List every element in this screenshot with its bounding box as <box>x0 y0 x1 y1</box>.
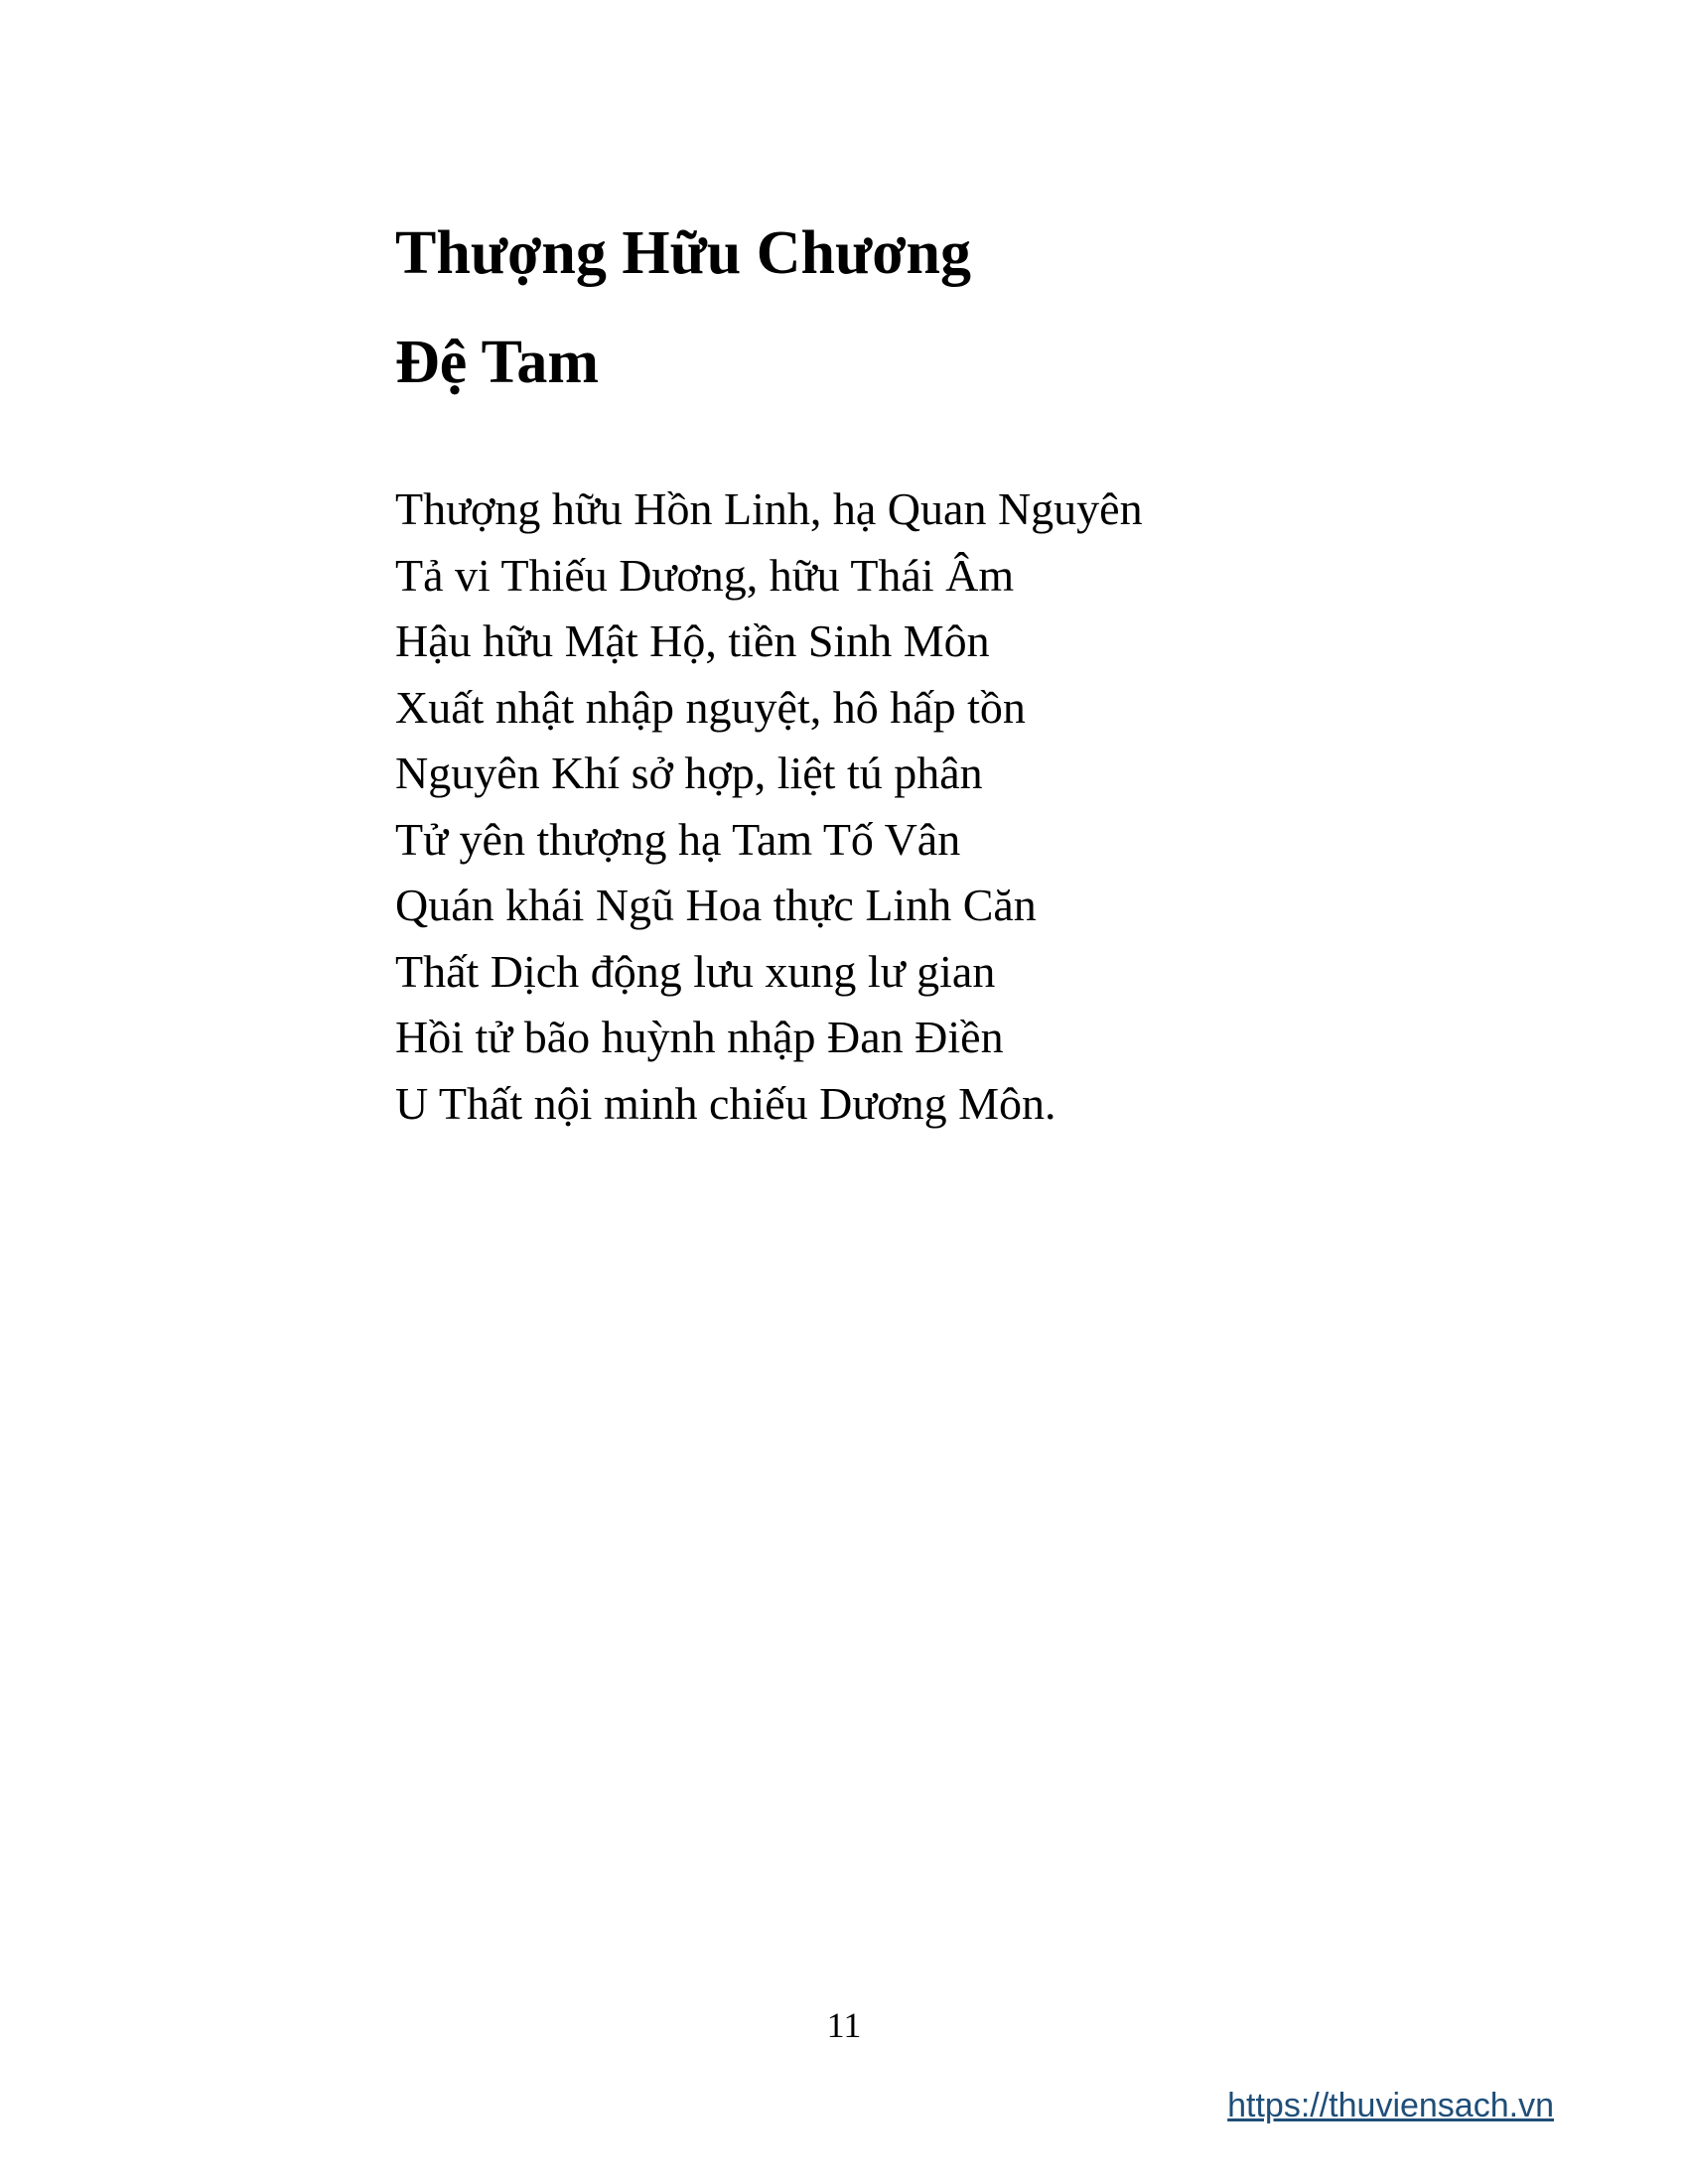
poem-line-6: Tử yên thượng hạ Tam Tố Vân <box>395 813 961 865</box>
page-number: 11 <box>826 2005 862 2045</box>
poem-line-3: Hậu hữu Mật Hộ, tiền Sinh Môn <box>395 615 990 666</box>
poem-line-9: Hồi tử bão huỳnh nhập Đan Điền <box>395 1012 1004 1062</box>
poem-line-4: Xuất nhật nhập nguyệt, hô hấp tồn <box>395 681 1026 733</box>
poem-body <box>395 477 1487 1137</box>
chapter-heading <box>395 199 1388 417</box>
source-url-link[interactable]: https://thuviensach.vn <box>1227 2087 1554 2124</box>
poem-line-2: Tả vi Thiếu Dương, hữu Thái Âm <box>395 549 1015 601</box>
poem-line-8: Thất Dịch động lưu xung lư gian <box>395 945 996 997</box>
chapter-title: Thượng Hữu Chương <box>395 219 972 287</box>
poem-line-5: Nguyên Khí sở hợp, liệt tú phân <box>395 748 983 798</box>
poem-line-10: U Thất nội minh chiếu Dương Môn. <box>395 1077 1056 1129</box>
poem-line-1: Thượng hữu Hồn Linh, hạ Quan Nguyên <box>395 483 1143 534</box>
chapter-subtitle: Đệ Tam <box>395 329 599 396</box>
poem-line-7: Quán khái Ngũ Hoa thực Linh Căn <box>395 880 1037 930</box>
